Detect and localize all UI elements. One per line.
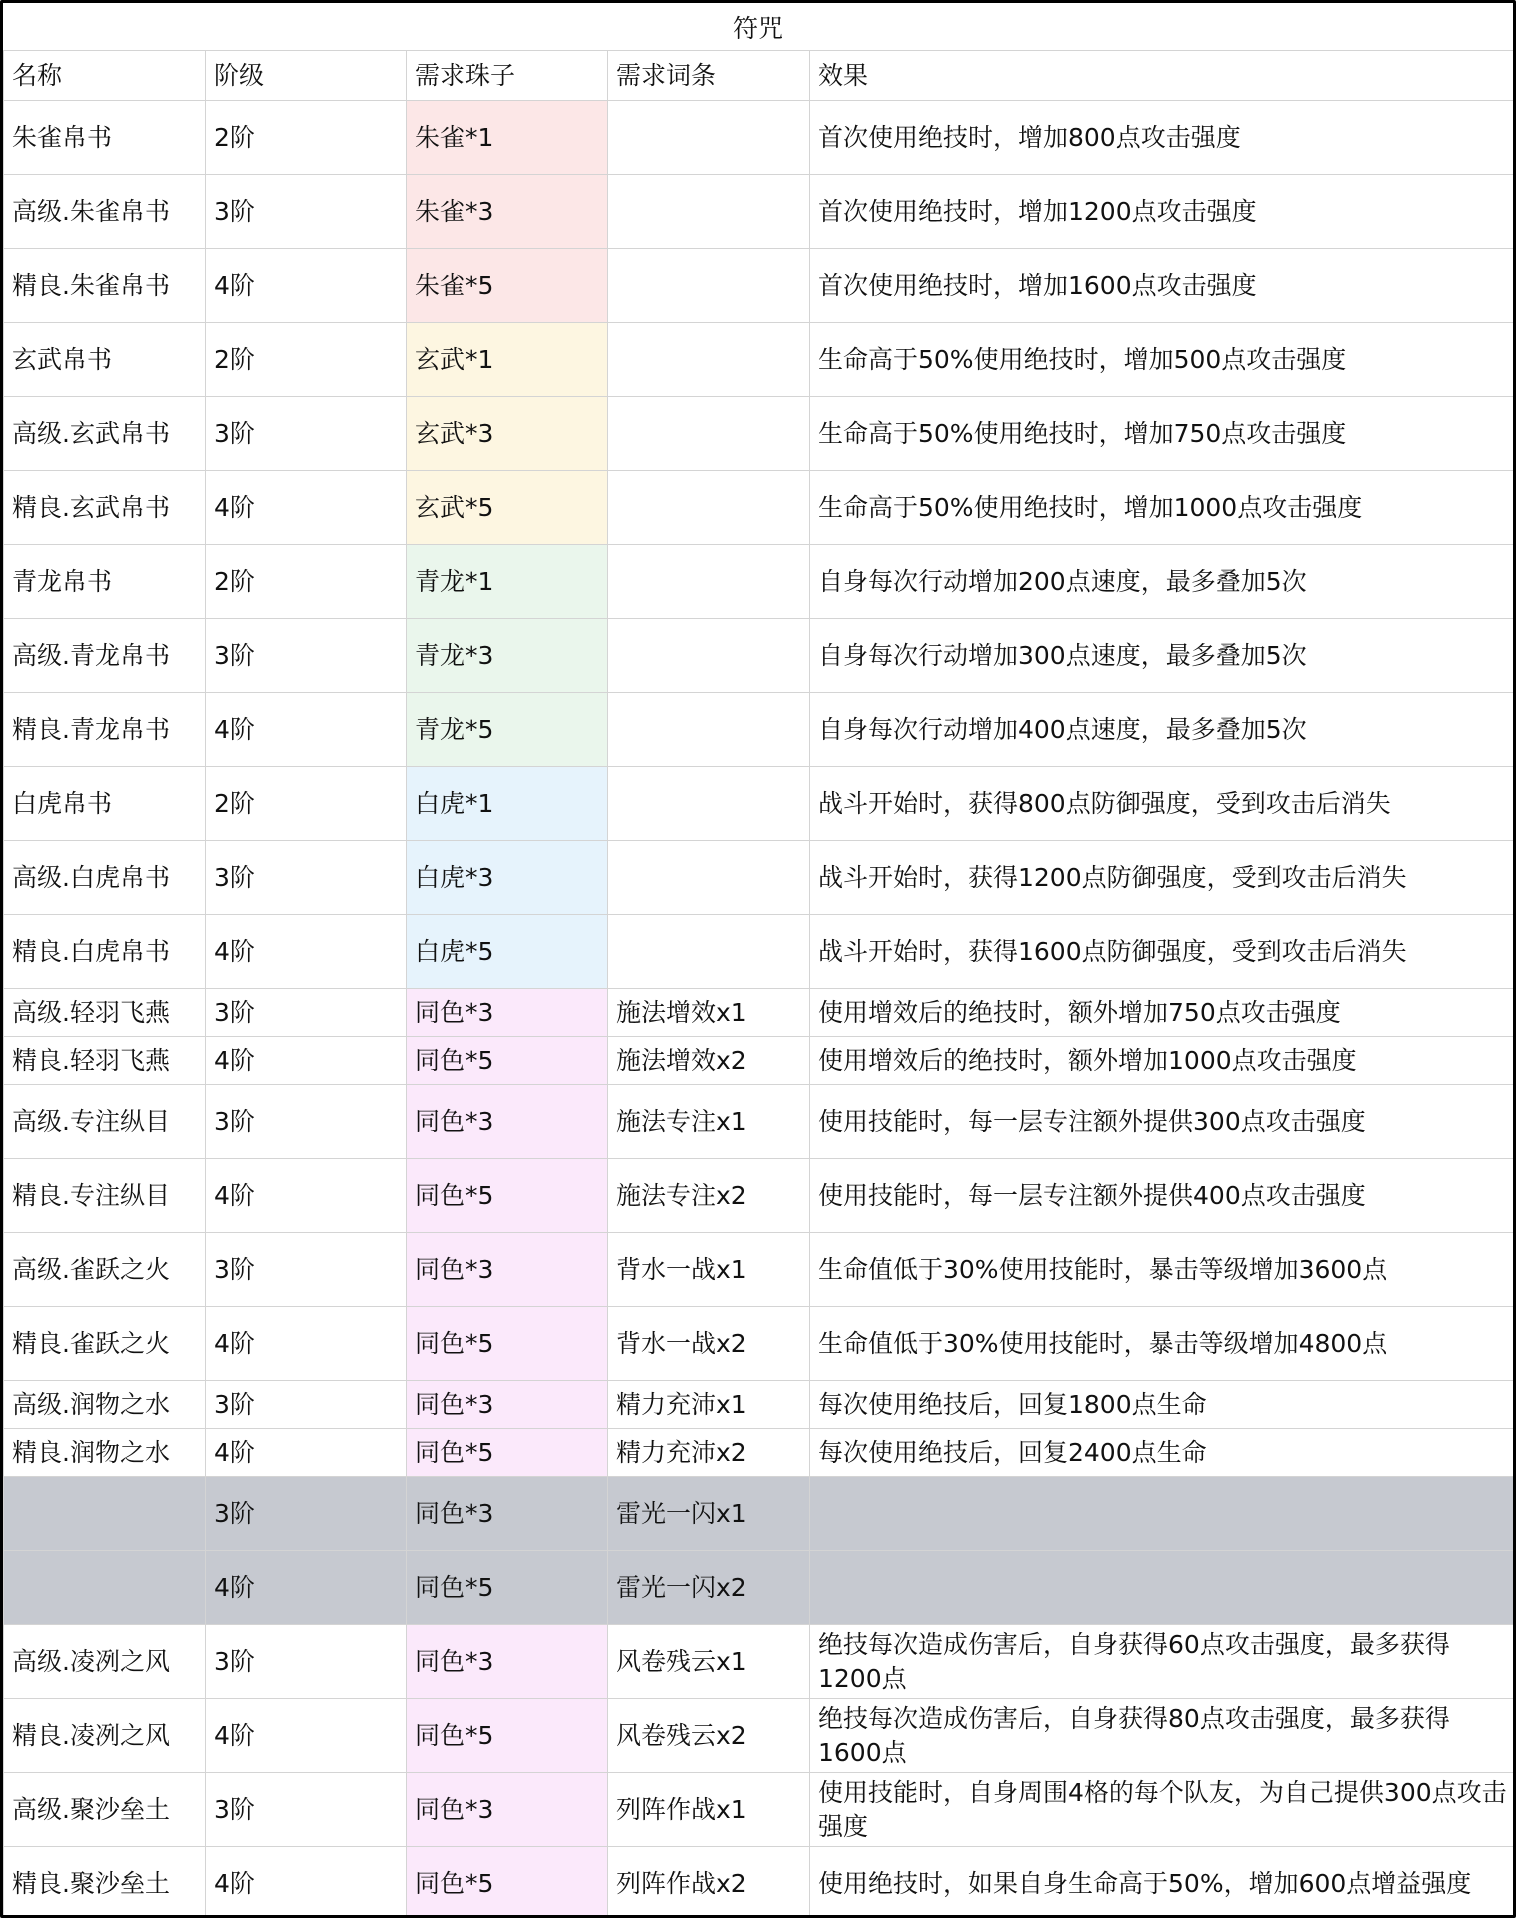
table-row xyxy=(4,989,1514,1037)
cell-tier[interactable]: 3阶 xyxy=(206,1773,407,1847)
cell-affix[interactable]: 雷光一闪x2 xyxy=(608,1551,810,1625)
header-effect[interactable]: 效果 xyxy=(810,51,1514,101)
cell-affix[interactable]: 风卷残云x1 xyxy=(608,1625,810,1699)
cell-tier[interactable]: 4阶 xyxy=(206,471,407,545)
cell-affix[interactable]: 背水一战x1 xyxy=(608,1233,810,1307)
cell-tier[interactable]: 3阶 xyxy=(206,1477,407,1551)
cell-tier[interactable]: 3阶 xyxy=(206,841,407,915)
cell-tier[interactable]: 4阶 xyxy=(206,1551,407,1625)
cell-bead[interactable]: 同色*5 xyxy=(407,1699,608,1773)
cell-effect[interactable]: 自身每次行动增加200点速度，最多叠加5次 xyxy=(810,545,1514,619)
cell-affix[interactable]: 精力充沛x2 xyxy=(608,1429,810,1477)
cell-tier[interactable]: 3阶 xyxy=(206,619,407,693)
cell-affix[interactable]: 列阵作战x1 xyxy=(608,1773,810,1847)
table-row xyxy=(4,619,1514,693)
cell-bead[interactable]: 朱雀*1 xyxy=(407,101,608,175)
cell-bead[interactable]: 白虎*1 xyxy=(407,767,608,841)
cell-name[interactable]: 精良.玄武帛书 xyxy=(4,471,206,545)
cell-tier[interactable]: 3阶 xyxy=(206,397,407,471)
cell-effect[interactable]: 使用技能时，每一层专注额外提供400点攻击强度 xyxy=(810,1159,1514,1233)
cell-affix[interactable] xyxy=(608,767,810,841)
table-row xyxy=(4,1159,1514,1233)
cell-effect[interactable] xyxy=(810,1551,1514,1625)
cell-effect[interactable]: 自身每次行动增加300点速度，最多叠加5次 xyxy=(810,619,1514,693)
cell-tier[interactable]: 3阶 xyxy=(206,989,407,1037)
cell-bead[interactable]: 同色*3 xyxy=(407,1381,608,1429)
table-row xyxy=(4,1551,1514,1625)
cell-bead[interactable]: 朱雀*3 xyxy=(407,175,608,249)
cell-affix[interactable] xyxy=(608,249,810,323)
cell-tier[interactable]: 2阶 xyxy=(206,767,407,841)
cell-bead[interactable]: 玄武*1 xyxy=(407,323,608,397)
cell-bead[interactable]: 青龙*3 xyxy=(407,619,608,693)
cell-affix[interactable]: 列阵作战x2 xyxy=(608,1847,810,1918)
cell-bead[interactable]: 同色*3 xyxy=(407,1773,608,1847)
cell-tier[interactable]: 4阶 xyxy=(206,1847,407,1918)
cell-affix[interactable]: 背水一战x2 xyxy=(608,1307,810,1381)
cell-affix[interactable] xyxy=(608,397,810,471)
cell-name[interactable]: 精良.朱雀帛书 xyxy=(4,249,206,323)
cell-effect[interactable]: 每次使用绝技后，回复1800点生命 xyxy=(810,1381,1514,1429)
table-row xyxy=(4,1085,1514,1159)
cell-tier[interactable]: 3阶 xyxy=(206,1233,407,1307)
cell-name[interactable]: 高级.轻羽飞燕 xyxy=(4,989,206,1037)
header-tier[interactable]: 阶级 xyxy=(206,51,407,101)
cell-tier[interactable]: 2阶 xyxy=(206,545,407,619)
cell-affix[interactable]: 施法专注x1 xyxy=(608,1085,810,1159)
cell-name[interactable]: 高级.专注纵目 xyxy=(4,1085,206,1159)
cell-bead[interactable]: 青龙*5 xyxy=(407,693,608,767)
cell-effect[interactable]: 生命值低于30%使用技能时，暴击等级增加4800点 xyxy=(810,1307,1514,1381)
cell-name[interactable] xyxy=(4,1477,206,1551)
cell-effect[interactable]: 绝技每次造成伤害后，自身获得60点攻击强度，最多获得1200点 xyxy=(810,1625,1514,1699)
table-row xyxy=(4,1233,1514,1307)
cell-bead[interactable]: 同色*5 xyxy=(407,1551,608,1625)
cell-bead[interactable]: 同色*5 xyxy=(407,1037,608,1085)
table-row xyxy=(4,249,1514,323)
cell-affix[interactable] xyxy=(608,323,810,397)
cell-bead[interactable]: 同色*3 xyxy=(407,1625,608,1699)
cell-affix[interactable]: 施法增效x2 xyxy=(608,1037,810,1085)
table-row xyxy=(4,767,1514,841)
cell-effect[interactable]: 自身每次行动增加400点速度，最多叠加5次 xyxy=(810,693,1514,767)
table-row xyxy=(4,693,1514,767)
table-row xyxy=(4,545,1514,619)
header-affix[interactable]: 需求词条 xyxy=(608,51,810,101)
cell-name[interactable]: 高级.白虎帛书 xyxy=(4,841,206,915)
table-row xyxy=(4,101,1514,175)
table-row xyxy=(4,1773,1514,1847)
cell-effect[interactable]: 使用技能时，自身周围4格的每个队友，为自己提供300点攻击强度 xyxy=(810,1773,1514,1847)
cell-affix[interactable] xyxy=(608,175,810,249)
cell-name[interactable]: 精良.雀跃之火 xyxy=(4,1307,206,1381)
header-row xyxy=(4,51,1514,101)
cell-effect[interactable] xyxy=(810,1477,1514,1551)
cell-affix[interactable] xyxy=(608,841,810,915)
table-row xyxy=(4,1381,1514,1429)
table-row xyxy=(4,1699,1514,1773)
table-row xyxy=(4,841,1514,915)
cell-bead[interactable]: 同色*3 xyxy=(407,1085,608,1159)
cell-affix[interactable] xyxy=(608,545,810,619)
cell-effect[interactable]: 绝技每次造成伤害后，自身获得80点攻击强度，最多获得1600点 xyxy=(810,1699,1514,1773)
cell-affix[interactable] xyxy=(608,471,810,545)
cell-tier[interactable]: 4阶 xyxy=(206,1159,407,1233)
cell-name[interactable]: 高级.润物之水 xyxy=(4,1381,206,1429)
cell-effect[interactable]: 战斗开始时，获得1600点防御强度，受到攻击后消失 xyxy=(810,915,1514,989)
cell-tier[interactable]: 4阶 xyxy=(206,1307,407,1381)
cell-affix[interactable] xyxy=(608,915,810,989)
cell-tier[interactable]: 4阶 xyxy=(206,249,407,323)
cell-name[interactable]: 高级.雀跃之火 xyxy=(4,1233,206,1307)
cell-effect[interactable]: 使用技能时，每一层专注额外提供300点攻击强度 xyxy=(810,1085,1514,1159)
cell-bead[interactable]: 白虎*5 xyxy=(407,915,608,989)
cell-effect[interactable]: 使用增效后的绝技时，额外增加750点攻击强度 xyxy=(810,989,1514,1037)
sheet-title[interactable]: 符咒 xyxy=(3,3,1513,51)
cell-name[interactable]: 精良.凌冽之风 xyxy=(4,1699,206,1773)
cell-effect[interactable]: 使用绝技时，如果自身生命高于50%，增加600点增益强度 xyxy=(810,1847,1514,1918)
cell-name[interactable]: 高级.玄武帛书 xyxy=(4,397,206,471)
cell-tier[interactable]: 3阶 xyxy=(206,175,407,249)
cell-name[interactable]: 高级.凌冽之风 xyxy=(4,1625,206,1699)
cell-tier[interactable]: 4阶 xyxy=(206,1037,407,1085)
cell-effect[interactable]: 首次使用绝技时，增加1600点攻击强度 xyxy=(810,249,1514,323)
cell-name[interactable]: 青龙帛书 xyxy=(4,545,206,619)
cell-affix[interactable] xyxy=(608,101,810,175)
cell-tier[interactable]: 4阶 xyxy=(206,693,407,767)
cell-name[interactable]: 玄武帛书 xyxy=(4,323,206,397)
cell-affix[interactable]: 施法专注x2 xyxy=(608,1159,810,1233)
cell-effect[interactable]: 生命值低于30%使用技能时，暴击等级增加3600点 xyxy=(810,1233,1514,1307)
cell-affix[interactable] xyxy=(608,619,810,693)
cell-name[interactable]: 精良.聚沙垒土 xyxy=(4,1847,206,1918)
cell-bead[interactable]: 同色*5 xyxy=(407,1847,608,1918)
cell-name[interactable] xyxy=(4,1551,206,1625)
cell-name[interactable]: 高级.青龙帛书 xyxy=(4,619,206,693)
cell-tier[interactable]: 4阶 xyxy=(206,1429,407,1477)
cell-bead[interactable]: 青龙*1 xyxy=(407,545,608,619)
cell-tier[interactable]: 4阶 xyxy=(206,915,407,989)
cell-name[interactable]: 精良.白虎帛书 xyxy=(4,915,206,989)
table-row xyxy=(4,1847,1514,1918)
cell-effect[interactable]: 首次使用绝技时，增加800点攻击强度 xyxy=(810,101,1514,175)
table-row xyxy=(4,471,1514,545)
cell-affix[interactable]: 精力充沛x1 xyxy=(608,1381,810,1429)
cell-name[interactable]: 白虎帛书 xyxy=(4,767,206,841)
cell-affix[interactable] xyxy=(608,693,810,767)
table-body xyxy=(4,101,1514,1918)
cell-affix[interactable]: 风卷残云x2 xyxy=(608,1699,810,1773)
cell-tier[interactable]: 3阶 xyxy=(206,1085,407,1159)
cell-effect[interactable]: 战斗开始时，获得800点防御强度，受到攻击后消失 xyxy=(810,767,1514,841)
cell-bead[interactable]: 同色*5 xyxy=(407,1159,608,1233)
cell-effect[interactable]: 每次使用绝技后，回复2400点生命 xyxy=(810,1429,1514,1477)
cell-name[interactable]: 朱雀帛书 xyxy=(4,101,206,175)
cell-bead[interactable]: 同色*3 xyxy=(407,1233,608,1307)
cell-tier[interactable]: 2阶 xyxy=(206,101,407,175)
header-bead[interactable]: 需求珠子 xyxy=(407,51,608,101)
cell-name[interactable]: 高级.朱雀帛书 xyxy=(4,175,206,249)
cell-name[interactable]: 精良.青龙帛书 xyxy=(4,693,206,767)
cell-effect[interactable]: 使用增效后的绝技时，额外增加1000点攻击强度 xyxy=(810,1037,1514,1085)
cell-affix[interactable]: 施法增效x1 xyxy=(608,989,810,1037)
cell-name[interactable]: 精良.专注纵目 xyxy=(4,1159,206,1233)
header-name[interactable]: 名称 xyxy=(4,51,206,101)
cell-effect[interactable]: 首次使用绝技时，增加1200点攻击强度 xyxy=(810,175,1514,249)
rune-table xyxy=(3,50,1514,1918)
table-row xyxy=(4,1037,1514,1085)
cell-effect[interactable]: 战斗开始时，获得1200点防御强度，受到攻击后消失 xyxy=(810,841,1514,915)
cell-bead[interactable]: 玄武*3 xyxy=(407,397,608,471)
table-row xyxy=(4,1477,1514,1551)
table-row xyxy=(4,397,1514,471)
cell-name[interactable]: 精良.轻羽飞燕 xyxy=(4,1037,206,1085)
table-row xyxy=(4,1307,1514,1381)
cell-bead[interactable]: 同色*3 xyxy=(407,989,608,1037)
table-row xyxy=(4,323,1514,397)
cell-affix[interactable]: 雷光一闪x1 xyxy=(608,1477,810,1551)
cell-effect[interactable]: 生命高于50%使用绝技时，增加1000点攻击强度 xyxy=(810,471,1514,545)
cell-bead[interactable]: 白虎*3 xyxy=(407,841,608,915)
cell-bead[interactable]: 同色*5 xyxy=(407,1429,608,1477)
cell-effect[interactable]: 生命高于50%使用绝技时，增加500点攻击强度 xyxy=(810,323,1514,397)
cell-name[interactable]: 精良.润物之水 xyxy=(4,1429,206,1477)
cell-bead[interactable]: 玄武*5 xyxy=(407,471,608,545)
table-row xyxy=(4,915,1514,989)
cell-tier[interactable]: 3阶 xyxy=(206,1625,407,1699)
table-row xyxy=(4,1429,1514,1477)
table-row xyxy=(4,1625,1514,1699)
cell-bead[interactable]: 同色*3 xyxy=(407,1477,608,1551)
cell-effect[interactable]: 生命高于50%使用绝技时，增加750点攻击强度 xyxy=(810,397,1514,471)
cell-tier[interactable]: 4阶 xyxy=(206,1699,407,1773)
cell-bead[interactable]: 朱雀*5 xyxy=(407,249,608,323)
cell-tier[interactable]: 3阶 xyxy=(206,1381,407,1429)
cell-name[interactable]: 高级.聚沙垒土 xyxy=(4,1773,206,1847)
table-row xyxy=(4,175,1514,249)
cell-bead[interactable]: 同色*5 xyxy=(407,1307,608,1381)
cell-tier[interactable]: 2阶 xyxy=(206,323,407,397)
